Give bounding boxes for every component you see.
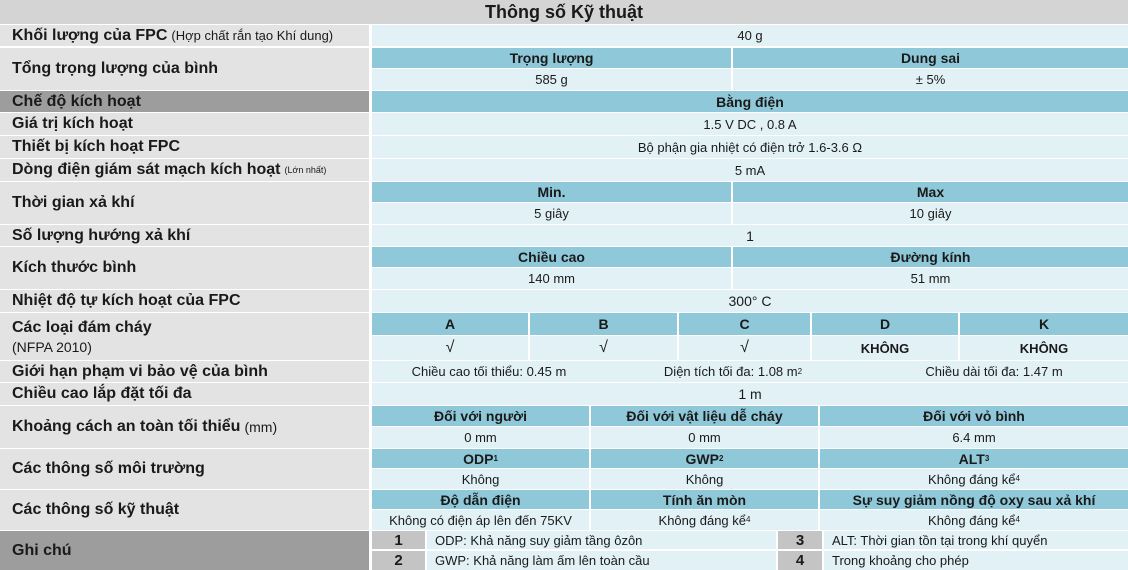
value-discharge-directions: 1 bbox=[372, 225, 1128, 246]
label-monitor-current bbox=[0, 159, 369, 181]
note-text-1: ODP: Khả năng suy giảm tầng ôzôn bbox=[427, 531, 776, 549]
header-alt: ALT 3 bbox=[820, 449, 1128, 468]
note-text-3: ALT: Thời gian tồn tại trong khí quyển bbox=[824, 531, 1128, 549]
value-class-c: √ bbox=[679, 336, 810, 360]
value-fpc-device: Bộ phận gia nhiệt có điện trở 1.6-3.6 Ω bbox=[372, 136, 1128, 158]
value-for-flammables: 0 mm bbox=[591, 427, 818, 448]
label-text: Thiết bị kích hoạt FPC bbox=[12, 138, 181, 155]
header-gwp: GWP 2 bbox=[591, 449, 818, 468]
value-class-b: √ bbox=[530, 336, 677, 360]
header-conductivity: Độ dẫn điện bbox=[372, 490, 589, 509]
header-max: Max bbox=[733, 182, 1128, 202]
label-note: (Hợp chất rắn tạo Khí dung) bbox=[171, 28, 334, 43]
header-odp: ODP 1 bbox=[372, 449, 589, 468]
label-note: (mm) bbox=[244, 419, 278, 435]
label-activation-mode bbox=[0, 91, 369, 112]
value-gwp: Không bbox=[591, 469, 818, 489]
value-text: Không đáng kể bbox=[658, 512, 746, 528]
label-fpc-mass bbox=[0, 25, 369, 46]
value-corrosion: Không đáng kể 4 bbox=[591, 510, 818, 530]
value-max-height: 1 m bbox=[372, 383, 1128, 405]
value-for-people: 0 mm bbox=[372, 427, 589, 448]
label-text: Giới hạn phạm vi bảo vệ của bình bbox=[12, 362, 268, 380]
label-notes bbox=[0, 531, 369, 570]
label-discharge-time bbox=[0, 182, 369, 224]
label-text: Kích thước bình bbox=[12, 259, 137, 276]
value-max-area: Diện tích tối đa: 1.08 m 2 bbox=[606, 361, 860, 382]
label-text: Thời gian xả khí bbox=[12, 194, 135, 211]
label-total-weight bbox=[0, 48, 369, 90]
header-corrosion: Tính ăn mòn bbox=[591, 490, 818, 509]
label-text: Các loại đám cháy bbox=[12, 318, 152, 336]
header-class-a: A bbox=[372, 313, 528, 335]
header-class-c: C bbox=[679, 313, 810, 335]
label-protection-limit bbox=[0, 361, 369, 382]
value-text: Diện tích tối đa: 1.08 m bbox=[663, 364, 798, 379]
header-weight: Trọng lượng bbox=[372, 48, 731, 68]
header-text: ODP bbox=[463, 450, 494, 467]
note-number-4: 4 bbox=[778, 551, 822, 570]
label-text: Khoảng cách an toàn tối thiểu bbox=[12, 418, 241, 435]
label-dimensions bbox=[0, 247, 369, 289]
label-text: Khối lượng của FPC bbox=[12, 26, 168, 44]
value-weight: 585 g bbox=[372, 69, 731, 90]
header-class-b: B bbox=[530, 313, 677, 335]
value-height: 140 mm bbox=[372, 268, 731, 289]
header-class-k: K bbox=[960, 313, 1128, 335]
value-monitor-current: 5 mA bbox=[372, 159, 1128, 181]
header-diameter: Đường kính bbox=[733, 247, 1128, 267]
label-max-height bbox=[0, 383, 369, 405]
label-text: Chế độ kích hoạt bbox=[12, 92, 141, 110]
value-class-a: √ bbox=[372, 336, 528, 360]
header-min: Min. bbox=[372, 182, 731, 202]
value-min-height: Chiều cao tối thiểu: 0.45 m bbox=[372, 361, 606, 382]
label-fpc-device bbox=[0, 136, 369, 158]
value-alt: Không đáng kể 4 bbox=[820, 469, 1128, 489]
header-for-casing: Đối với vỏ bình bbox=[820, 406, 1128, 426]
label-discharge-directions bbox=[0, 225, 369, 246]
value-class-k: KHÔNG bbox=[960, 336, 1128, 360]
value-tolerance: ± 5% bbox=[733, 69, 1128, 90]
header-for-people: Đối với người bbox=[372, 406, 589, 426]
label-sub: (NFPA 2010) bbox=[12, 338, 92, 355]
label-text: Các thông số kỹ thuật bbox=[12, 501, 180, 518]
value-text: Không đáng kể bbox=[928, 471, 1016, 487]
header-tolerance: Dung sai bbox=[733, 48, 1128, 68]
value-diameter: 51 mm bbox=[733, 268, 1128, 289]
label-text: Ghi chú bbox=[12, 541, 72, 559]
value-min: 5 giây bbox=[372, 203, 731, 224]
label-self-activation bbox=[0, 290, 369, 312]
value-activation-mode: Bằng điện bbox=[372, 91, 1128, 112]
note-text-2: GWP: Khả năng làm ấm lên toàn cầu bbox=[427, 551, 776, 570]
header-class-d: D bbox=[812, 313, 958, 335]
value-text: Không đáng kể bbox=[928, 512, 1016, 528]
value-class-d: KHÔNG bbox=[812, 336, 958, 360]
label-activation-value bbox=[0, 113, 369, 135]
header-oxygen-drop: Sự suy giảm nồng độ oxy sau xả khí bbox=[820, 490, 1128, 509]
label-text: Số lượng hướng xả khí bbox=[12, 226, 191, 244]
label-technical bbox=[0, 490, 369, 530]
label-text: Nhiệt độ tự kích hoạt của FPC bbox=[12, 292, 241, 309]
label-text: Các thông số môi trường bbox=[12, 460, 205, 477]
header-text: GWP bbox=[685, 450, 719, 467]
label-text: Dòng điện giám sát mạch kích hoạt bbox=[12, 161, 281, 178]
value-max: 10 giây bbox=[733, 203, 1128, 224]
value-self-activation: 300° C bbox=[372, 290, 1128, 312]
value-max-length: Chiều dài tối đa: 1.47 m bbox=[860, 361, 1128, 382]
value-activation-value: 1.5 V DC , 0.8 A bbox=[372, 113, 1128, 135]
value-oxygen-drop: Không đáng kể 4 bbox=[820, 510, 1128, 530]
value-odp: Không bbox=[372, 469, 589, 489]
label-safety-distance bbox=[0, 406, 369, 448]
header-text: ALT bbox=[958, 450, 985, 467]
value-conductivity: Không có điện áp lên đến 75KV bbox=[372, 510, 589, 530]
label-environment bbox=[0, 449, 369, 489]
value-for-casing: 6.4 mm bbox=[820, 427, 1128, 448]
note-number-1: 1 bbox=[372, 531, 425, 549]
label-text: Giá trị kích hoạt bbox=[12, 115, 133, 132]
header-for-flammables: Đối với vật liệu dễ cháy bbox=[591, 406, 818, 426]
label-text: Chiều cao lắp đặt tối đa bbox=[12, 385, 192, 402]
value-fpc-mass: 40 g bbox=[372, 25, 1128, 46]
label-fire-classes bbox=[0, 313, 369, 360]
note-number-2: 2 bbox=[372, 551, 425, 570]
label-text: Tổng trọng lượng của bình bbox=[12, 60, 219, 77]
note-number-3: 3 bbox=[778, 531, 822, 549]
label-note: (Lớn nhất) bbox=[284, 165, 327, 175]
header-height: Chiều cao bbox=[372, 247, 731, 267]
note-text-4: Trong khoảng cho phép bbox=[824, 551, 1128, 570]
table-title: Thông số Kỹ thuật bbox=[0, 0, 1128, 24]
